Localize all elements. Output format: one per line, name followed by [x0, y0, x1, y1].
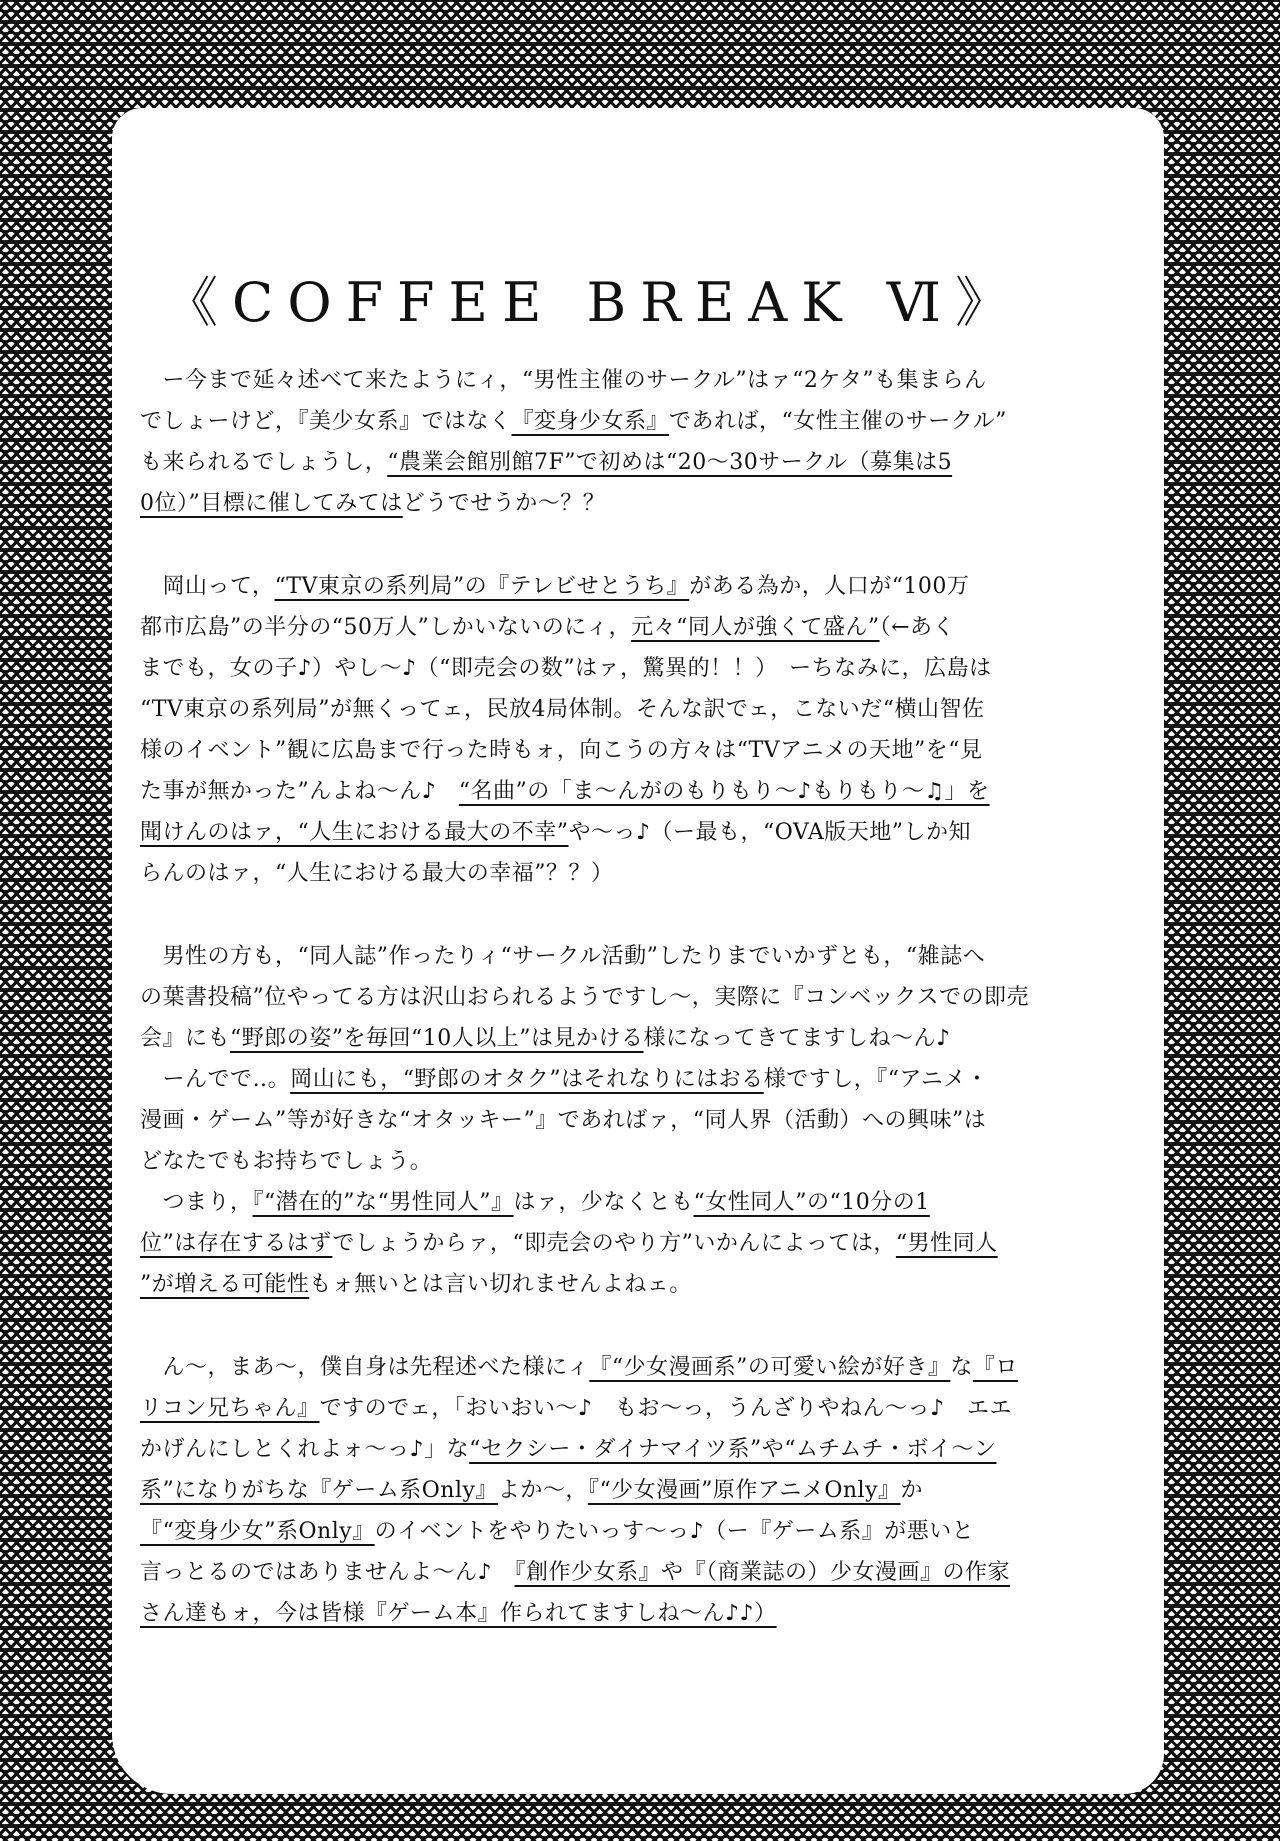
text-line	[140, 401, 1148, 442]
text-segment: 会』にも	[140, 1026, 231, 1051]
underlined-text: 位”は存在するはず	[140, 1231, 333, 1256]
text-line	[140, 1347, 1148, 1388]
underlined-text: “セクシー・ダイナマイツ系”や“ムチムチ・ボイ〜ン	[469, 1437, 997, 1462]
underlined-text: 『変身少女系』	[511, 409, 670, 434]
text-segment: の葉書投稿”位やってる方は沢山おられるようですし〜，実際に『コンベックスでの即売	[140, 985, 1030, 1010]
underlined-text: 岡山にも，“野郎のオタク”はそれなりにはおる	[290, 1067, 764, 1092]
underlined-text: リコン兄ちゃん』	[140, 1396, 320, 1421]
text-segment: （←あく	[879, 615, 956, 640]
text-segment: もォ無いとは言い切れませんよねェ。	[309, 1272, 692, 1297]
text-segment: も来られるでしょうし，	[140, 450, 388, 475]
text-line	[140, 1141, 1148, 1182]
underlined-text: 系”になりがちな『ゲーム系Only』	[140, 1478, 498, 1503]
text-segment: どうでせうか〜？？	[402, 491, 606, 516]
text-segment: 様になってきてますしね〜ん♪	[643, 1026, 951, 1051]
text-segment: でしょうからァ，“即売会のやり方”いかんによっては，	[332, 1231, 896, 1256]
text-line	[140, 977, 1148, 1018]
text-segment: ですのでェ，「おいおい〜♪ もお〜っ，うんざりやねん〜っ♪ エエ	[319, 1396, 1012, 1421]
text-line	[140, 607, 1148, 648]
text-segment: 漫画・ゲーム”等が好きな“オタッキー”』であればァ，“同人界（活動）への興味”は	[140, 1108, 987, 1133]
text-line	[140, 771, 1148, 812]
text-segment: までも，女の子♪）やし〜♪（“即売会の数”はァ，驚異的！！） ーちなみに，広島は	[140, 656, 992, 681]
text-line	[140, 1223, 1148, 1264]
text-line	[140, 1018, 1148, 1059]
text-line	[140, 1182, 1148, 1223]
text-segment: “TV東京の系列局”が無くってェ，民放4局体制。そんな訳でェ，こないだ“横山智佐	[140, 697, 985, 722]
text-line	[140, 1264, 1148, 1305]
page-title: 《COFFEE BREAK Ⅵ》	[164, 271, 1024, 334]
underlined-text: 『創作少女系』や『（商業誌の）少女漫画』の作家	[514, 1560, 1011, 1585]
text-segment: ん〜，まあ〜，僕自身は先程述べた様にィ	[140, 1355, 590, 1380]
text-line	[140, 730, 1148, 771]
text-line	[140, 360, 1148, 401]
text-segment: 岡山って，	[140, 574, 275, 599]
text-segment: ー今まで延々述べて来たようにィ，“男性主催のサークル”はァ“2ケタ”も集まらん	[140, 368, 987, 393]
underlined-text: “名曲”の「ま〜んがのもりもり〜♪もりもり〜♫」を	[458, 779, 990, 804]
text-segment: でしょーけど，『美少女系』ではなく	[140, 409, 512, 434]
text-segment: はァ，少なくとも	[513, 1190, 694, 1215]
text-segment: つまり，	[140, 1190, 253, 1215]
underlined-text: “農業会館別館7F”で初めは“20〜30サークル（募集は5	[387, 450, 953, 475]
underlined-text: 聞けんのはァ，“人生における最大の不幸”	[140, 820, 569, 845]
underlined-text: 『“潜在的”な“男性同人”』	[252, 1190, 514, 1215]
text-segment: ーんでで‥。	[140, 1067, 291, 1092]
text-segment: 言っとるのではありませんよ〜ん♪	[140, 1560, 515, 1585]
text-segment: 男性の方も，“同人誌”作ったりィ“サークル活動”したりまでいかずとも，“雑誌へ	[140, 944, 986, 969]
text-line	[140, 1470, 1148, 1511]
underlined-text: 『“少女漫画”原作アニメOnly』	[587, 1478, 901, 1503]
text-line	[140, 483, 1148, 524]
underlined-text: 0位）”目標に催してみては	[140, 491, 403, 516]
underlined-text: ”が増える可能性	[140, 1272, 310, 1297]
text-line	[140, 566, 1148, 607]
text-line	[140, 1388, 1148, 1429]
text-segment: か	[900, 1478, 924, 1503]
text-segment: 都市広島”の半分の“50万人”しかいないのにィ，	[140, 615, 632, 640]
text-line	[140, 1552, 1148, 1593]
underlined-text: 『ロ	[972, 1355, 1018, 1380]
text-line	[140, 1511, 1148, 1552]
text-segment: らんのはァ，“人生における最大の幸福”？？）	[140, 861, 614, 886]
text-line	[140, 1100, 1148, 1141]
text-segment: た事が無かった”んよね〜ん♪	[140, 779, 459, 804]
paragraph	[140, 1347, 1148, 1634]
text-line	[140, 936, 1148, 977]
text-segment: かげんにしとくれよォ〜っ♪」な	[140, 1437, 470, 1462]
page	[112, 108, 1164, 1794]
paragraph	[140, 566, 1148, 894]
underlined-text: 『“変身少女”系Only』	[140, 1519, 375, 1544]
underlined-text: “TV東京の系列局”の『テレビせとうち』	[274, 574, 690, 599]
text-line	[140, 442, 1148, 483]
article-body	[140, 360, 1148, 1676]
underlined-text: “女性同人”の“10分の1	[693, 1190, 930, 1215]
text-segment: よか〜，	[497, 1478, 588, 1503]
text-segment: な	[950, 1355, 973, 1380]
text-segment: どなたでもお持ちでしょう。	[140, 1149, 433, 1174]
text-segment: のイベントをやりたいっす〜っ♪（ー『ゲーム系』が悪いと	[374, 1519, 975, 1544]
paragraph	[140, 936, 1148, 1305]
text-segment: や〜っ♪（ー最も，“OVA版天地”しか知	[568, 820, 971, 845]
text-line	[140, 648, 1148, 689]
text-line	[140, 689, 1148, 730]
text-line	[140, 853, 1148, 894]
text-segment: 様ですし，『“アニメ・	[763, 1067, 989, 1092]
text-segment: であれば，“女性主催のサークル”	[669, 409, 1007, 434]
underlined-text: 『“少女漫画系”の可愛い絵が好き』	[589, 1355, 951, 1380]
underlined-text: さん達もォ，今は皆様『ゲーム本』作られてますしね〜ん♪♪）	[140, 1601, 777, 1626]
text-segment: がある為か，人口が“100万	[689, 574, 970, 599]
underlined-text: “男性同人	[895, 1231, 998, 1256]
text-line	[140, 1429, 1148, 1470]
text-line	[140, 1593, 1148, 1634]
text-line	[140, 812, 1148, 853]
paragraph	[140, 360, 1148, 524]
text-line	[140, 1059, 1148, 1100]
underlined-text: 元々“同人が強くて盛ん”	[631, 615, 880, 640]
underlined-text: “野郎の姿”を毎回“10人以上”は見かける	[230, 1026, 644, 1051]
text-segment: 様のイベント”観に広島まで行った時もォ，向こうの方々は“TVアニメの天地”を“見	[140, 738, 983, 763]
